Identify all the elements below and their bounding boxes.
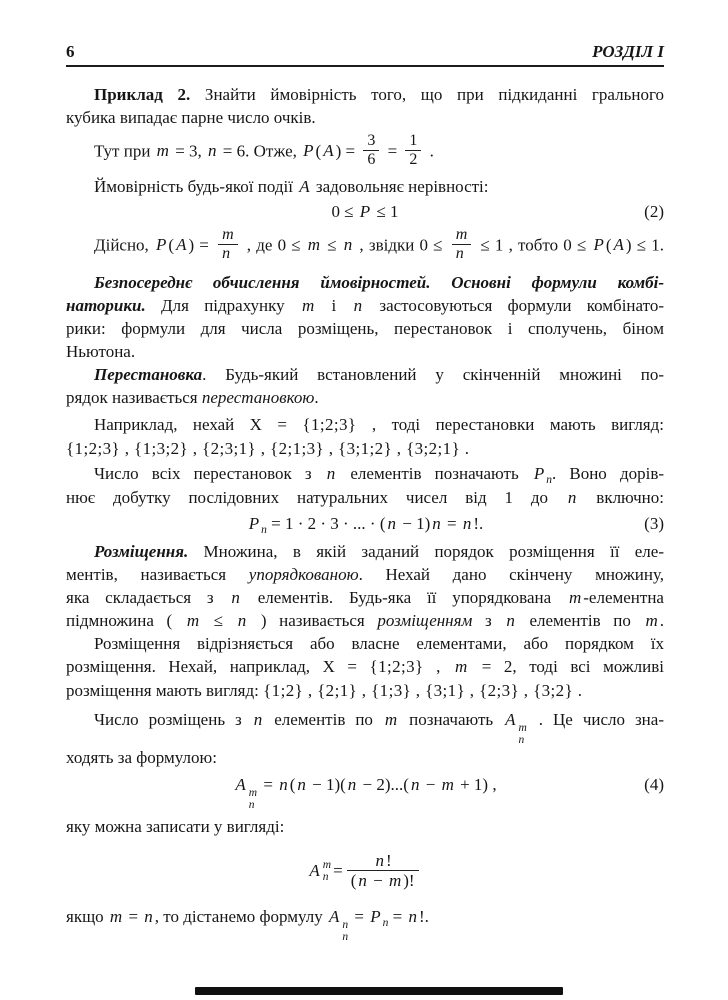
paragraph-arrangement-count — [66, 708, 664, 769]
paragraph-example-sets — [66, 413, 664, 462]
fraction-denominator — [347, 871, 419, 890]
text-run: ) називається — [248, 610, 378, 630]
math-var: P — [156, 235, 167, 255]
text-run: ) = — [188, 235, 215, 255]
math-var: n — [144, 906, 153, 926]
text-line — [66, 563, 664, 586]
math-var: m — [454, 656, 468, 676]
scan-artifact-bar — [195, 987, 563, 995]
math-var: n — [253, 709, 263, 729]
text-run: = 6. Отже, — [218, 141, 302, 161]
text-run: Розміщення. — [94, 541, 189, 561]
equation — [331, 202, 398, 221]
text-run: − 1)( — [307, 774, 346, 794]
formula-line-diisno — [66, 225, 664, 265]
math-var: A — [309, 861, 320, 881]
subscript: n — [248, 798, 255, 811]
supsub-stack — [249, 787, 257, 811]
math-var: n — [353, 295, 363, 315]
math-var: P — [370, 906, 381, 926]
text-line — [66, 678, 664, 704]
text-run: = — [442, 514, 461, 534]
math-var: m — [307, 235, 321, 255]
text-run: з — [472, 610, 505, 630]
chapter-title: РОЗДІЛ І — [592, 42, 664, 61]
math-var: n — [410, 774, 420, 794]
supsub-stack — [342, 919, 348, 943]
text-run: ходять за формулою: — [66, 747, 217, 767]
text-run: розміщення мають вигляд: — [66, 680, 264, 700]
text-run: ≤ 1 — [372, 201, 399, 221]
text-run: , звідки 0 ≤ — [354, 235, 448, 255]
text-run: − — [368, 871, 387, 891]
text-run: = — [350, 906, 369, 926]
text-run: -елементна — [583, 587, 664, 607]
fraction — [218, 226, 238, 263]
text-line — [66, 540, 664, 563]
superscript: m — [248, 786, 258, 799]
text-line — [66, 363, 664, 386]
text-run: Ньютона. — [66, 341, 136, 361]
math-var: P — [248, 514, 260, 534]
text-run: якщо — [66, 906, 108, 926]
text-run: ( — [350, 871, 357, 891]
equation-number: (3) — [644, 514, 664, 534]
text-run: = — [334, 656, 370, 676]
text-run: = 3, — [170, 141, 207, 161]
math-var: A — [299, 176, 310, 196]
math-var: A — [323, 141, 334, 161]
fraction — [405, 132, 421, 169]
subscript: n — [382, 916, 389, 929]
text-run: Дійсно, — [94, 235, 154, 255]
subscript: n — [261, 524, 267, 537]
math-var: m — [645, 610, 658, 630]
text-run: яка складається з — [66, 587, 230, 607]
math-var: n — [375, 851, 385, 871]
text-run: . — [314, 387, 319, 407]
text-run: 0 ≤ — [331, 201, 358, 221]
set-list: {1;2;3} , {1;3;2} , {2;3;1} , {2;1;3} , {3;1;2} , {3;2;1} . — [66, 438, 470, 458]
text-run: Число всіх перестановок з — [94, 463, 325, 483]
text-run: ( — [168, 235, 175, 255]
math-var: n — [506, 610, 515, 630]
text-run: ≤ — [201, 610, 236, 630]
text-line — [66, 655, 664, 678]
math-var: m — [384, 709, 398, 729]
text-run: яку можна записати у вигляді: — [66, 816, 285, 836]
math-var: m — [441, 774, 454, 794]
paragraph-arrangement — [66, 540, 664, 632]
text-line — [66, 271, 664, 294]
text-line — [66, 462, 664, 487]
fraction — [452, 226, 472, 263]
math-var: n — [326, 463, 336, 483]
text-line — [66, 632, 664, 655]
text-run: ! — [386, 851, 392, 871]
math-var: P — [359, 201, 371, 221]
text-line — [66, 708, 664, 746]
math-var: A — [176, 235, 187, 255]
text-run: елементів. Будь-яка її упорядкована — [241, 587, 567, 607]
text-run: рядок називається — [66, 387, 202, 407]
math-var: n — [237, 610, 247, 630]
math-var: n — [432, 514, 441, 534]
equation-2-row — [66, 200, 664, 223]
math-var: m — [568, 587, 582, 607]
text-run: − 1) — [398, 514, 431, 534]
math-var: A — [235, 774, 246, 794]
set-list: {1;2} , {2;1} , {1;3} , {3;1} , {2;3} , {3;2} . — [263, 680, 583, 700]
text-run: ≤ — [322, 235, 342, 255]
math-var: m — [388, 871, 402, 891]
text-line — [66, 436, 664, 462]
text-run: = — [259, 774, 278, 794]
subscript: n — [546, 473, 552, 486]
text-run: Тут при — [94, 141, 155, 161]
text-run: Розміщення відрізняється або власне елементами, або порядком їх — [94, 633, 664, 653]
math-var: P — [533, 463, 545, 483]
text-run: Знайти ймовірність того, що при підкиданні грального — [190, 85, 664, 104]
text-run: перестановкою — [201, 387, 315, 407]
subscript: n — [322, 870, 329, 883]
set-literal: {1;2;3} — [302, 414, 357, 434]
text-run: елементів по — [516, 610, 644, 630]
display-formula-factorial — [66, 845, 664, 897]
text-run: !. — [473, 514, 484, 534]
math-var: n — [387, 514, 397, 534]
math-var: A — [613, 235, 624, 255]
text-run: підмножина ( — [66, 610, 185, 630]
text-run: нює добутку послідовних натуральних чисел від 1 до — [66, 488, 566, 508]
text-run: , тоді перестановки мають вигляд: — [356, 414, 664, 434]
text-run: Число розміщень з — [94, 709, 252, 729]
fraction-numerator: m — [218, 226, 238, 245]
text-run: упорядкованою — [248, 564, 359, 584]
paragraph-combinatorics — [66, 271, 664, 363]
text-run: . — [659, 610, 664, 630]
equation — [247, 514, 484, 537]
math-var: n — [297, 774, 306, 794]
paragraph-permutation — [66, 363, 664, 409]
supsub-stack — [323, 859, 331, 883]
text-run: + 1) , — [455, 774, 497, 794]
text-run: ) = — [335, 141, 360, 161]
fraction-denominator: 2 — [409, 150, 418, 168]
formula-line-p-of-a — [66, 134, 664, 171]
fraction-numerator: m — [452, 226, 472, 245]
equation-number: (4) — [644, 774, 664, 794]
superscript: n — [342, 918, 349, 931]
text-run: − 2)...( — [358, 774, 409, 794]
math-var: n — [408, 906, 417, 926]
text-line — [66, 609, 664, 632]
fraction-numerator: 1 — [405, 132, 421, 151]
paragraph-example-2 — [66, 83, 664, 129]
text-run: ( — [289, 774, 296, 794]
equation-4-row — [66, 773, 664, 811]
equation-3-row — [66, 512, 664, 537]
text-run: = — [333, 861, 343, 881]
page-body — [66, 83, 664, 943]
text-line — [66, 746, 664, 769]
page-number: 6 — [66, 42, 75, 61]
math-var: n — [279, 774, 288, 794]
text-run: . — [425, 141, 434, 161]
text-run: X — [322, 656, 335, 676]
text-line — [66, 175, 664, 198]
text-run: кубика випадає парне число очків. — [66, 108, 316, 127]
text-line — [66, 386, 664, 409]
text-line — [66, 486, 664, 509]
text-run: = — [388, 906, 407, 926]
text-run: . Це число зна- — [528, 709, 664, 729]
text-run: розміщення. Нехай, наприклад, — [66, 656, 323, 676]
superscript: m — [518, 721, 527, 734]
math-var: P — [303, 141, 314, 161]
text-line — [66, 340, 664, 363]
fraction-denominator: n — [222, 244, 231, 262]
text-run: Безпосереднє обчислення ймовірностей. Основні формули комбі- — [94, 272, 664, 292]
text-run: ) ≤ 1. — [625, 235, 664, 255]
fraction-numerator — [347, 851, 419, 871]
text-run: ( — [605, 235, 612, 255]
text-run: Перестановка — [94, 364, 203, 384]
text-line — [66, 83, 664, 106]
superscript: m — [322, 858, 332, 871]
math-var: n — [343, 235, 353, 255]
math-var: n — [208, 141, 217, 161]
paragraph-arrangement-example — [66, 632, 664, 704]
fraction-denominator: n — [455, 244, 464, 262]
subscript: n — [518, 733, 525, 746]
text-run: наторики. — [66, 295, 146, 315]
math-var: n — [347, 774, 357, 794]
math-var: n — [231, 587, 240, 607]
text-run: = — [383, 141, 402, 161]
text-line — [66, 586, 664, 609]
text-line — [66, 815, 664, 838]
text-run: !. — [418, 906, 429, 926]
text-run: ≤ 1 , тобто 0 ≤ — [475, 235, 592, 255]
text-run: . Будь-який встановлений у скінченній множині по- — [202, 364, 664, 384]
math-var: n — [358, 871, 367, 891]
text-run: , то дістанемо формулу — [154, 906, 328, 926]
text-line — [66, 317, 664, 340]
text-run: позначають — [399, 709, 504, 729]
text-run: включно: — [578, 488, 664, 508]
text-run: Ймовірність будь-якої події — [94, 176, 298, 196]
math-var: m — [109, 906, 123, 926]
equation-number: (2) — [644, 201, 664, 221]
text-run: X — [249, 414, 262, 434]
fraction — [363, 132, 379, 169]
text-run: Наприклад, нехай — [94, 414, 250, 434]
text-run: Приклад 2. — [94, 85, 191, 104]
math-var: m — [301, 295, 315, 315]
math-var: P — [593, 235, 604, 255]
page-header — [66, 42, 664, 67]
text-line — [66, 903, 664, 943]
set-literal: {1;2;3} — [369, 656, 424, 676]
math-var: A — [329, 906, 340, 926]
supsub-stack — [519, 722, 527, 746]
text-run: , — [423, 656, 453, 676]
paragraph-permutation-count — [66, 462, 664, 510]
math-var: n — [567, 488, 577, 508]
text-run: = 1 · 2 · 3 · ... · ( — [266, 514, 386, 534]
text-run: . Воно дорів- — [551, 463, 665, 483]
math-var: A — [505, 709, 516, 729]
text-run: Множина, в якій заданий порядок розміщення її еле- — [188, 541, 664, 561]
equation — [233, 774, 497, 811]
text-line — [66, 294, 664, 317]
text-run: . Нехай дано скінчену множину, — [358, 564, 664, 584]
text-run: розміщенням — [377, 610, 473, 630]
text-run: = 2, тоді всі можливі — [469, 656, 664, 676]
text-run: елементів по — [264, 709, 383, 729]
text-run: − — [421, 774, 440, 794]
fraction-denominator: 6 — [367, 150, 376, 168]
fraction — [347, 851, 419, 890]
text-run: , де 0 ≤ — [241, 235, 306, 255]
text-run: задовольняє нерівності: — [311, 176, 489, 196]
text-line — [66, 413, 664, 436]
text-run: = — [261, 414, 303, 434]
text-run: = — [124, 906, 143, 926]
text-run: Для підрахунку — [145, 295, 300, 315]
math-var: n — [462, 514, 472, 534]
text-run: )! — [403, 871, 415, 891]
subscript: n — [342, 930, 349, 943]
text-run: і — [316, 295, 352, 315]
text-run: застосовуються формули комбінато- — [364, 295, 664, 315]
fraction-numerator: 3 — [363, 132, 379, 151]
text-run: елементів позначають — [337, 463, 532, 483]
text-run: ментів, називається — [66, 564, 249, 584]
text-line — [66, 106, 664, 129]
text-run: ( — [315, 141, 322, 161]
text-run: рики: формули для числа розміщень, перестановок і сполучень, біном — [66, 318, 664, 338]
math-var: m — [186, 610, 200, 630]
math-var: m — [156, 141, 169, 161]
